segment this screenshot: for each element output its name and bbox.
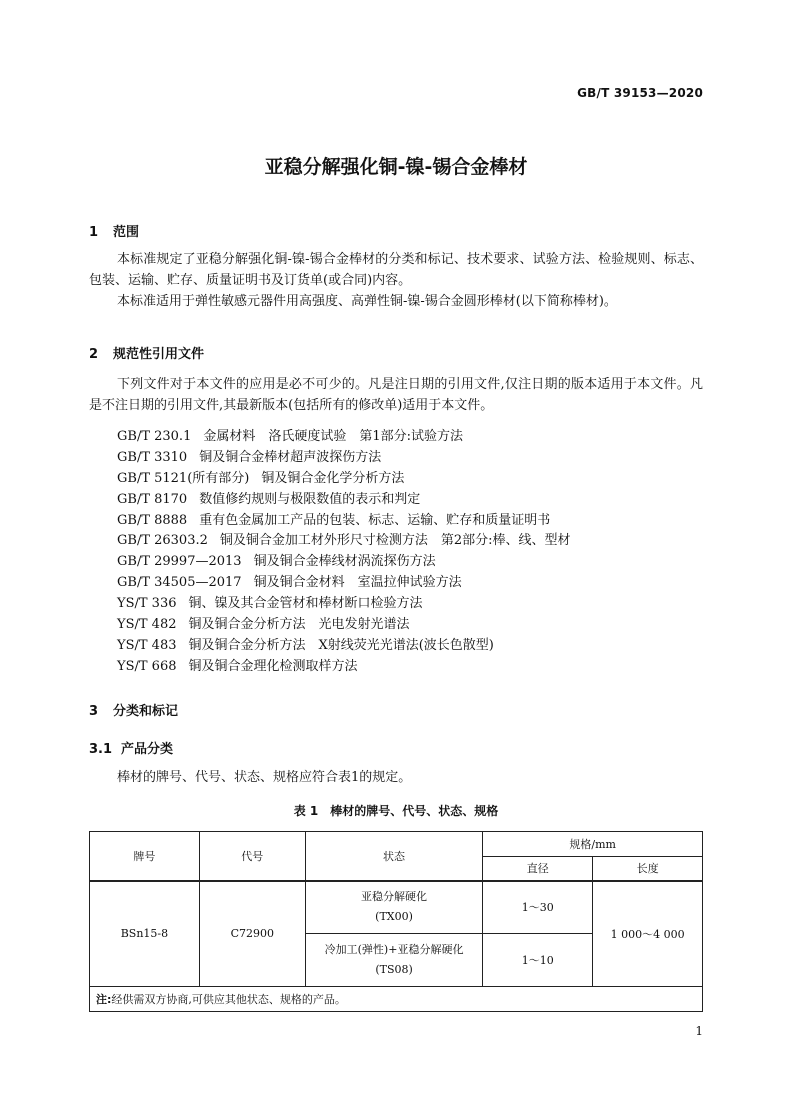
reference-code: GB/T 8888 — [117, 512, 188, 528]
section-title: 分类和标记 — [113, 704, 179, 719]
spec-table — [89, 831, 703, 1012]
reference-item — [117, 511, 571, 532]
references-intro: 下列文件对于本文件的应用是必不可少的。凡是注日期的引用文件,仅注日期的版本适用于本文件。凡是不注日期的引用文件,其最新版本(包括所有的修改单)适用于本文件。 — [89, 377, 703, 413]
reference-code: GB/T 34505—2017 — [117, 575, 242, 591]
cell-code: C72900 — [199, 881, 305, 987]
section-number: 3 — [89, 704, 99, 719]
table-caption: 表 1 棒材的牌号、代号、状态、规格 — [293, 804, 499, 818]
temper-code: (TS08) — [375, 963, 413, 976]
classification-paragraph: 棒材的牌号、代号、状态、规格应符合表1的规定。 — [117, 770, 412, 785]
subsection-title: 产品分类 — [121, 742, 174, 757]
subsection-number: 3.1 — [89, 742, 113, 757]
reference-code: GB/T 230.1 — [117, 429, 192, 444]
cell-length: 1 000～4 000 — [593, 881, 703, 987]
reference-item — [117, 594, 571, 615]
section-number: 2 — [89, 347, 99, 362]
header-code: 代号 — [199, 832, 305, 881]
reference-title: 铜及铜合金分析方法 X射线荧光光谱法(波长色散型) — [188, 637, 494, 653]
temper-name: 亚稳分解硬化 — [361, 890, 428, 904]
reference-code: GB/T 3310 — [117, 449, 188, 465]
reference-code: GB/T 29997—2013 — [117, 554, 242, 570]
document-title: 亚稳分解强化铜-镍-锡合金棒材 — [264, 156, 528, 178]
section-3-heading — [89, 700, 178, 719]
reference-item — [117, 552, 571, 573]
table-note — [90, 987, 703, 1012]
reference-title: 铜及铜合金分析方法 光电发射光谱法 — [188, 617, 410, 633]
table-note-row — [90, 987, 703, 1012]
section-2-heading — [89, 343, 204, 362]
reference-item — [117, 427, 571, 448]
reference-title: 铜、镍及其合金管材和棒材断口检验方法 — [188, 596, 423, 612]
note-label: 注: — [96, 993, 112, 1006]
header-temper: 状态 — [305, 832, 483, 881]
reference-title: 铜及铜合金化学分析方法 — [261, 470, 405, 486]
cell-temper-tx00 — [305, 881, 483, 934]
subsection-3-1-heading — [89, 738, 173, 757]
standard-code: GB/T 39153—2020 — [577, 86, 703, 100]
reference-code: GB/T 26303.2 — [117, 533, 208, 549]
reference-title: 铜及铜合金棒线材涡流探伤方法 — [253, 554, 436, 570]
reference-code: GB/T 5121(所有部分) — [117, 470, 250, 486]
page-number: 1 — [695, 1024, 703, 1038]
header-spec: 规格/mm — [483, 832, 703, 857]
reference-title: 重有色金属加工产品的包装、标志、运输、贮存和质量证明书 — [199, 512, 551, 528]
reference-title: 数值修约规则与极限数值的表示和判定 — [199, 491, 421, 507]
reference-title: 铜及铜合金加工材外形尺寸检测方法 第2部分:棒、线、型材 — [219, 533, 571, 549]
cell-diameter: 1～30 — [483, 881, 593, 934]
section-1-heading — [89, 221, 139, 240]
reference-code: YS/T 668 — [117, 658, 177, 674]
cell-diameter: 1～10 — [483, 934, 593, 987]
scope-paragraph-1: 本标准规定了亚稳分解强化铜-镍-锡合金棒材的分类和标记、技术要求、试验方法、检验规则、标志、包装、运输、贮存、质量证明书及订货单(或合同)内容。 — [89, 252, 703, 288]
reference-item — [117, 636, 571, 657]
reference-list — [117, 427, 571, 678]
reference-item — [117, 448, 571, 469]
reference-item — [117, 615, 571, 636]
reference-code: GB/T 8170 — [117, 491, 188, 507]
table-row — [90, 881, 703, 934]
temper-name: 冷加工(弹性)+亚稳分解硬化 — [324, 943, 464, 956]
section-number: 1 — [89, 225, 99, 240]
reference-title: 铜及铜合金棒材超声波探伤方法 — [199, 449, 382, 465]
reference-item — [117, 469, 571, 490]
reference-title: 铜及铜合金理化检测取样方法 — [188, 658, 358, 674]
cell-grade: BSn15-8 — [90, 881, 200, 987]
reference-code: YS/T 336 — [117, 596, 177, 612]
header-grade: 牌号 — [90, 832, 200, 881]
reference-item — [117, 490, 571, 511]
temper-code: (TX00) — [375, 910, 413, 924]
reference-code: YS/T 482 — [117, 617, 177, 633]
reference-title: 金属材料 洛氏硬度试验 第1部分:试验方法 — [203, 429, 463, 444]
note-text: 经供需双方协商,可供应其他状态、规格的产品。 — [111, 993, 346, 1006]
section-title: 范围 — [113, 225, 140, 240]
section-title: 规范性引用文件 — [113, 347, 205, 362]
scope-paragraph-2: 本标准适用于弹性敏感元器件用高强度、高弹性铜-镍-锡合金圆形棒材(以下简称棒材)。 — [117, 294, 617, 309]
reference-code: YS/T 483 — [117, 637, 177, 653]
reference-item — [117, 531, 571, 552]
reference-title: 铜及铜合金材料 室温拉伸试验方法 — [253, 575, 462, 591]
reference-item — [117, 657, 571, 678]
cell-temper-ts08 — [305, 934, 483, 987]
reference-item — [117, 573, 571, 594]
header-diameter: 直径 — [483, 857, 593, 881]
header-length: 长度 — [593, 857, 703, 881]
